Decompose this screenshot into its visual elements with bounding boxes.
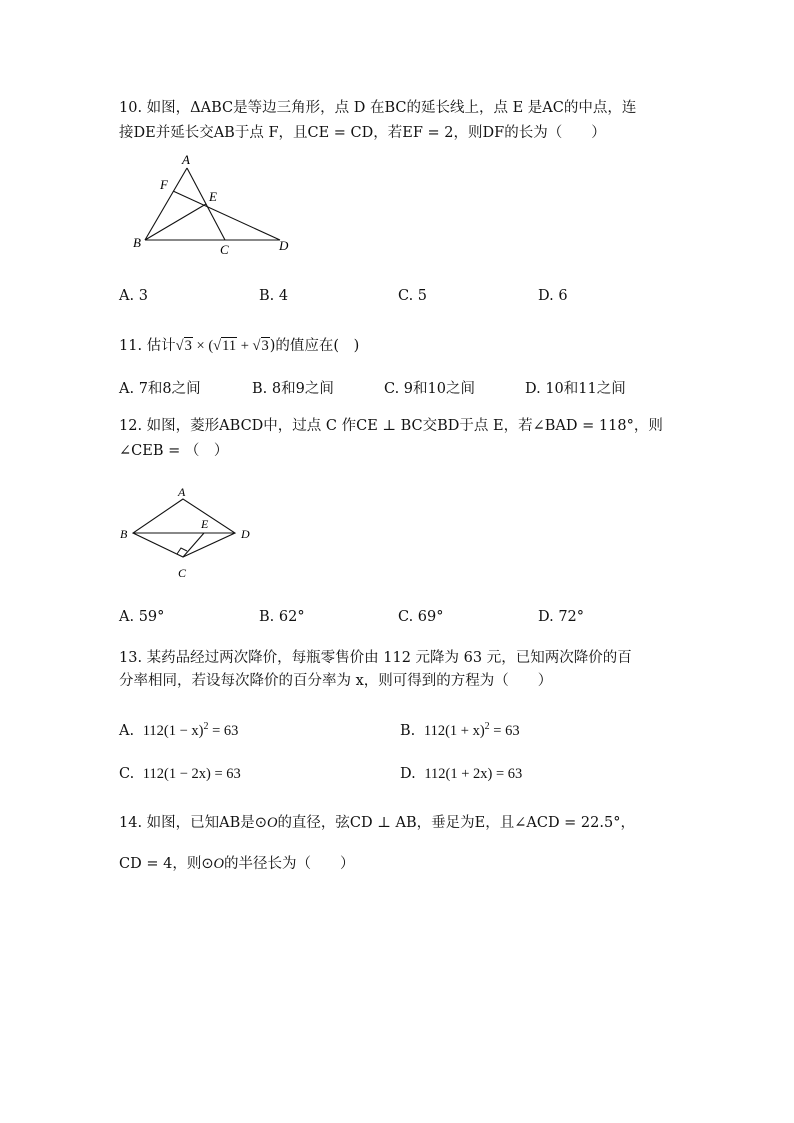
q12-line-1: 12. 如图，菱形ABCD中，过点 C 作CE ⊥ BC交BD于点 E，若∠BAD = 118°，则 [119,418,663,434]
q13-line-1: 13. 某药品经过两次降价，每瓶零售价由 112 元降为 63 元，已知两次降价的百 [119,650,632,666]
label-b: B [133,235,141,250]
q12-line-2: ∠CEB = （ ） [119,443,229,459]
q12-option-a[interactable]: A. 59° [119,609,165,625]
q11-option-d[interactable]: D. 10和11之间 [525,381,626,397]
q11-option-c[interactable]: C. 9和10之间 [384,381,475,397]
q10-option-b[interactable]: B. 4 [259,288,289,304]
label-f: F [160,177,168,192]
label-b: B [120,527,128,541]
q11-line [119,335,679,357]
q14-line-2: CD = 4，则⊙O的半径长为（ ） [119,856,355,872]
label-d: D [241,527,250,541]
q10-option-d[interactable]: D. 6 [538,288,568,304]
q10-option-c[interactable]: C. 5 [398,288,428,304]
circle-dot-symbol-2: ⊙ [201,856,214,872]
q13-line-2: 分率相同，若设每次降价的百分率为 x，则可得到的方程为（ ） [119,673,553,689]
label-c: C [178,566,187,580]
q11-plus: + [237,338,253,354]
q12-figure [115,485,265,587]
q11-option-a[interactable]: A. 7和8之间 [119,381,201,397]
label-a: A [178,485,186,499]
q14-line-1: 14. 如图，已知AB是⊙O的直径，弦CD ⊥ AB，垂足为E，且∠ACD = 22.5°， [119,815,635,831]
q13-option-a[interactable]: A. $112(1 - x)^2 = 63$ [119,721,239,739]
q10-line-2: 接DE并延长交AB于点 F，且CE = CD，若EF = 2，则DF的长为（ ） [119,125,606,141]
right-angle-mark [177,548,187,554]
label-d: D [279,238,289,253]
q12-option-d[interactable]: D. 72° [538,609,585,625]
q11-option-b[interactable]: B. 8和9之间 [252,381,334,397]
label-e: E [201,517,209,531]
label-c: C [220,242,229,257]
label-a: A [182,152,190,167]
sqrt-3-b: √3 [252,338,269,354]
q11-suffix: )的值应在( ) [269,338,360,354]
q11-times: × ( [192,338,214,354]
segment-ce [183,533,204,557]
q10-figure [125,150,300,264]
q13-option-b[interactable]: B. $112(1 + x)^2 = 63$ [400,721,520,739]
segment-fd [173,191,280,240]
circle-dot-symbol: ⊙ [254,815,267,831]
q10-line-1: 10. 如图，ΔABC是等边三角形，点 D 在BC的延长线上，点 E 是AC的中点，连 [119,100,637,116]
rhombus-abcd [133,499,235,557]
segment-be [145,204,206,240]
q10-option-a[interactable]: A. 3 [119,288,148,304]
q12-option-c[interactable]: C. 69° [398,609,444,625]
sqrt-11: √11 [213,338,237,354]
q11-prefix: 11. 估计 [119,338,176,354]
q12-option-b[interactable]: B. 62° [259,609,305,625]
q13-option-c[interactable]: C. 112(1 − 2x) = 63 [119,766,241,782]
sqrt-3-a: √3 [175,338,192,354]
q13-option-d[interactable]: D. 112(1 + 2x) = 63 [400,766,523,782]
label-e: E [209,189,217,204]
